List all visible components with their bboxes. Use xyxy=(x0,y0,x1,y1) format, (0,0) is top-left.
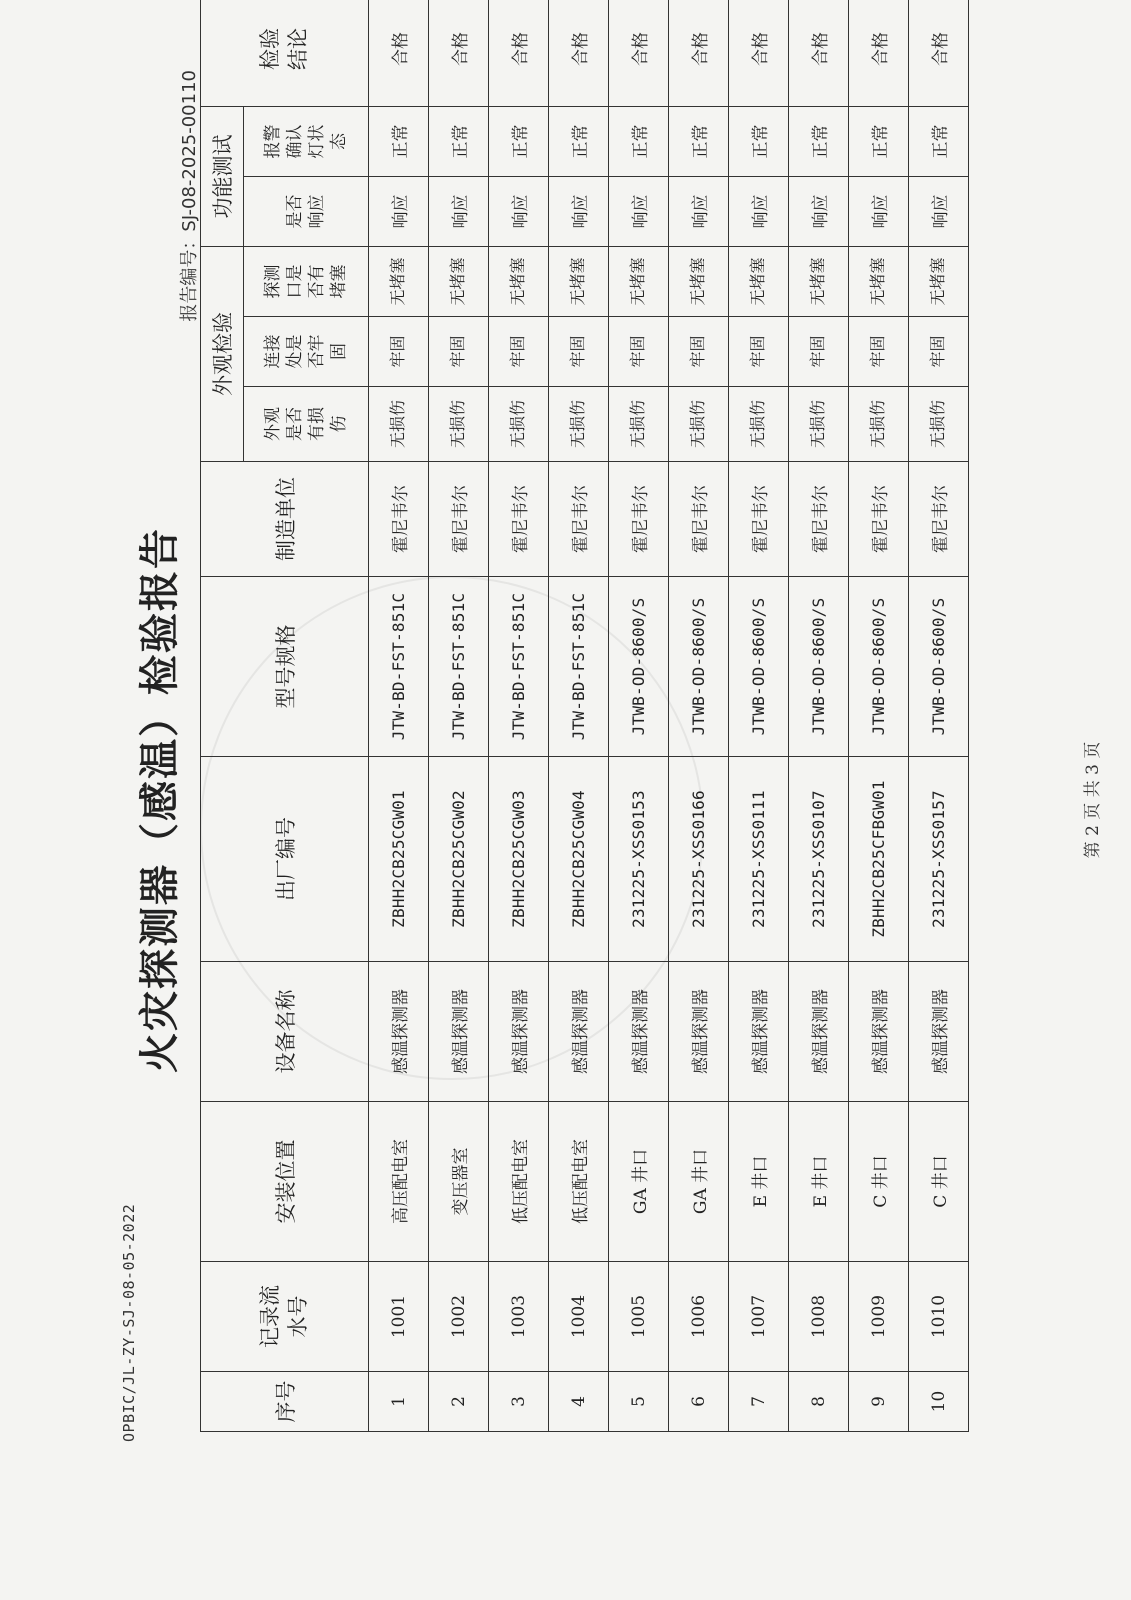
cell-responds: 响应 xyxy=(369,176,429,246)
header-probe-blocked: 探测口是否有堵塞 xyxy=(244,246,369,316)
cell-conclusion: 合格 xyxy=(609,0,669,106)
cell-manufacturer: 霍尼韦尔 xyxy=(609,462,669,577)
cell-connection: 牢固 xyxy=(849,317,909,387)
header-conclusion: 检验结论 xyxy=(201,0,369,106)
cell-serial-no: 231225-XSS0111 xyxy=(729,757,789,962)
cell-seq: 3 xyxy=(489,1372,549,1432)
report-number: 报告编号：SJ-08-2025-00110 xyxy=(179,70,200,322)
cell-device-name: 感温探测器 xyxy=(729,962,789,1102)
cell-serial-no: 231225-XSS0157 xyxy=(909,757,969,962)
cell-location: C 井口 xyxy=(909,1102,969,1262)
cell-damage: 无损伤 xyxy=(369,387,429,462)
cell-record-no: 1008 xyxy=(789,1262,849,1372)
cell-location: GA 井口 xyxy=(609,1102,669,1262)
cell-blocked: 无堵塞 xyxy=(669,246,729,316)
cell-manufacturer: 霍尼韦尔 xyxy=(849,462,909,577)
cell-record-no: 1003 xyxy=(489,1262,549,1372)
cell-connection: 牢固 xyxy=(909,317,969,387)
cell-manufacturer: 霍尼韦尔 xyxy=(489,462,549,577)
cell-alarm-light: 正常 xyxy=(429,106,489,176)
cell-device-name: 感温探测器 xyxy=(549,962,609,1102)
cell-damage: 无损伤 xyxy=(909,387,969,462)
cell-device-name: 感温探测器 xyxy=(849,962,909,1102)
cell-seq: 1 xyxy=(369,1372,429,1432)
table-row xyxy=(369,0,429,1432)
cell-location: C 井口 xyxy=(849,1102,909,1262)
cell-damage: 无损伤 xyxy=(549,387,609,462)
cell-connection: 牢固 xyxy=(429,317,489,387)
cell-serial-no: ZBHH2CB25CFBGW01 xyxy=(849,757,909,962)
cell-seq: 7 xyxy=(729,1372,789,1432)
cell-connection: 牢固 xyxy=(549,317,609,387)
cell-conclusion: 合格 xyxy=(909,0,969,106)
header-appearance-group: 外观检验 xyxy=(201,246,244,461)
cell-connection: 牢固 xyxy=(729,317,789,387)
header-responds: 是否响应 xyxy=(244,176,369,246)
cell-model: JTW-BD-FST-851C xyxy=(489,577,549,757)
cell-damage: 无损伤 xyxy=(669,387,729,462)
cell-conclusion: 合格 xyxy=(669,0,729,106)
table-row xyxy=(729,0,789,1432)
cell-record-no: 1006 xyxy=(669,1262,729,1372)
table-row xyxy=(909,0,969,1432)
header-device-name: 设备名称 xyxy=(201,962,369,1102)
header-record-no: 记录流水号 xyxy=(201,1262,369,1372)
cell-manufacturer: 霍尼韦尔 xyxy=(669,462,729,577)
cell-connection: 牢固 xyxy=(369,317,429,387)
cell-responds: 响应 xyxy=(669,176,729,246)
cell-location: E 井口 xyxy=(789,1102,849,1262)
table-row xyxy=(849,0,909,1432)
cell-connection: 牢固 xyxy=(669,317,729,387)
cell-alarm-light: 正常 xyxy=(729,106,789,176)
cell-serial-no: 231225-XSS0153 xyxy=(609,757,669,962)
cell-model: JTWB-OD-8600/S xyxy=(789,577,849,757)
cell-connection: 牢固 xyxy=(609,317,669,387)
cell-conclusion: 合格 xyxy=(789,0,849,106)
cell-conclusion: 合格 xyxy=(429,0,489,106)
cell-model: JTWB-OD-8600/S xyxy=(849,577,909,757)
cell-model: JTWB-OD-8600/S xyxy=(609,577,669,757)
table-row xyxy=(549,0,609,1432)
cell-serial-no: ZBHH2CB25CGW04 xyxy=(549,757,609,962)
cell-device-name: 感温探测器 xyxy=(669,962,729,1102)
header-function-group: 功能测试 xyxy=(201,106,244,246)
cell-damage: 无损伤 xyxy=(849,387,909,462)
cell-manufacturer: 霍尼韦尔 xyxy=(369,462,429,577)
header-model: 型号规格 xyxy=(201,577,369,757)
cell-location: GA 井口 xyxy=(669,1102,729,1262)
cell-damage: 无损伤 xyxy=(789,387,849,462)
header-appearance-damage: 外观是否有损伤 xyxy=(244,387,369,462)
table-row xyxy=(489,0,549,1432)
cell-device-name: 感温探测器 xyxy=(489,962,549,1102)
cell-model: JTWB-OD-8600/S xyxy=(669,577,729,757)
cell-connection: 牢固 xyxy=(789,317,849,387)
page-footer: 第 2 页 共 3 页 xyxy=(1083,741,1103,859)
cell-alarm-light: 正常 xyxy=(669,106,729,176)
cell-device-name: 感温探测器 xyxy=(369,962,429,1102)
cell-responds: 响应 xyxy=(429,176,489,246)
cell-conclusion: 合格 xyxy=(369,0,429,106)
cell-serial-no: ZBHH2CB25CGW01 xyxy=(369,757,429,962)
cell-damage: 无损伤 xyxy=(609,387,669,462)
cell-conclusion: 合格 xyxy=(849,0,909,106)
header-serial-no: 出厂编号 xyxy=(201,757,369,962)
cell-responds: 响应 xyxy=(909,176,969,246)
cell-device-name: 感温探测器 xyxy=(609,962,669,1102)
header-row-top xyxy=(201,0,244,1432)
cell-device-name: 感温探测器 xyxy=(429,962,489,1102)
table-row xyxy=(429,0,489,1432)
table-row xyxy=(669,0,729,1432)
cell-blocked: 无堵塞 xyxy=(789,246,849,316)
cell-model: JTW-BD-FST-851C xyxy=(369,577,429,757)
cell-record-no: 1010 xyxy=(909,1262,969,1372)
cell-conclusion: 合格 xyxy=(729,0,789,106)
cell-damage: 无损伤 xyxy=(489,387,549,462)
cell-manufacturer: 霍尼韦尔 xyxy=(549,462,609,577)
cell-model: JTWB-OD-8600/S xyxy=(909,577,969,757)
cell-conclusion: 合格 xyxy=(489,0,549,106)
cell-manufacturer: 霍尼韦尔 xyxy=(729,462,789,577)
cell-responds: 响应 xyxy=(849,176,909,246)
cell-blocked: 无堵塞 xyxy=(549,246,609,316)
cell-location: E 井口 xyxy=(729,1102,789,1262)
table-row xyxy=(789,0,849,1432)
cell-responds: 响应 xyxy=(729,176,789,246)
cell-damage: 无损伤 xyxy=(729,387,789,462)
cell-alarm-light: 正常 xyxy=(369,106,429,176)
header-alarm-light: 报警确认灯状态 xyxy=(244,106,369,176)
cell-seq: 8 xyxy=(789,1372,849,1432)
cell-location: 高压配电室 xyxy=(369,1102,429,1262)
form-code: OPBIC/JL-ZY-SJ-08-05-2022 xyxy=(120,1203,138,1442)
cell-responds: 响应 xyxy=(549,176,609,246)
inspection-table xyxy=(200,0,969,1432)
cell-conclusion: 合格 xyxy=(549,0,609,106)
cell-serial-no: 231225-XSS0107 xyxy=(789,757,849,962)
cell-record-no: 1007 xyxy=(729,1262,789,1372)
cell-blocked: 无堵塞 xyxy=(609,246,669,316)
cell-seq: 5 xyxy=(609,1372,669,1432)
cell-model: JTW-BD-FST-851C xyxy=(549,577,609,757)
page-title: 火灾探测器（感温）检验报告 xyxy=(137,527,183,1073)
cell-blocked: 无堵塞 xyxy=(729,246,789,316)
cell-alarm-light: 正常 xyxy=(909,106,969,176)
cell-manufacturer: 霍尼韦尔 xyxy=(429,462,489,577)
cell-blocked: 无堵塞 xyxy=(429,246,489,316)
cell-seq: 10 xyxy=(909,1372,969,1432)
cell-alarm-light: 正常 xyxy=(849,106,909,176)
cell-serial-no: ZBHH2CB25CGW03 xyxy=(489,757,549,962)
cell-location: 变压器室 xyxy=(429,1102,489,1262)
cell-alarm-light: 正常 xyxy=(609,106,669,176)
cell-location: 低压配电室 xyxy=(549,1102,609,1262)
cell-device-name: 感温探测器 xyxy=(909,962,969,1102)
cell-serial-no: ZBHH2CB25CGW02 xyxy=(429,757,489,962)
header-seq: 序号 xyxy=(201,1372,369,1432)
cell-model: JTWB-OD-8600/S xyxy=(729,577,789,757)
cell-blocked: 无堵塞 xyxy=(369,246,429,316)
cell-seq: 2 xyxy=(429,1372,489,1432)
cell-connection: 牢固 xyxy=(489,317,549,387)
cell-alarm-light: 正常 xyxy=(489,106,549,176)
cell-model: JTW-BD-FST-851C xyxy=(429,577,489,757)
cell-manufacturer: 霍尼韦尔 xyxy=(909,462,969,577)
cell-responds: 响应 xyxy=(489,176,549,246)
cell-record-no: 1002 xyxy=(429,1262,489,1372)
table-row xyxy=(609,0,669,1432)
cell-responds: 响应 xyxy=(609,176,669,246)
header-manufacturer: 制造单位 xyxy=(201,462,369,577)
cell-seq: 9 xyxy=(849,1372,909,1432)
cell-alarm-light: 正常 xyxy=(789,106,849,176)
header-connection-secure: 连接处是否牢固 xyxy=(244,317,369,387)
cell-alarm-light: 正常 xyxy=(549,106,609,176)
cell-seq: 4 xyxy=(549,1372,609,1432)
cell-record-no: 1009 xyxy=(849,1262,909,1372)
cell-location: 低压配电室 xyxy=(489,1102,549,1262)
cell-blocked: 无堵塞 xyxy=(849,246,909,316)
cell-damage: 无损伤 xyxy=(429,387,489,462)
cell-blocked: 无堵塞 xyxy=(909,246,969,316)
cell-serial-no: 231225-XSS0166 xyxy=(669,757,729,962)
cell-seq: 6 xyxy=(669,1372,729,1432)
cell-responds: 响应 xyxy=(789,176,849,246)
cell-record-no: 1005 xyxy=(609,1262,669,1372)
cell-record-no: 1001 xyxy=(369,1262,429,1372)
header-location: 安装位置 xyxy=(201,1102,369,1262)
cell-blocked: 无堵塞 xyxy=(489,246,549,316)
cell-record-no: 1004 xyxy=(549,1262,609,1372)
cell-device-name: 感温探测器 xyxy=(789,962,849,1102)
cell-manufacturer: 霍尼韦尔 xyxy=(789,462,849,577)
